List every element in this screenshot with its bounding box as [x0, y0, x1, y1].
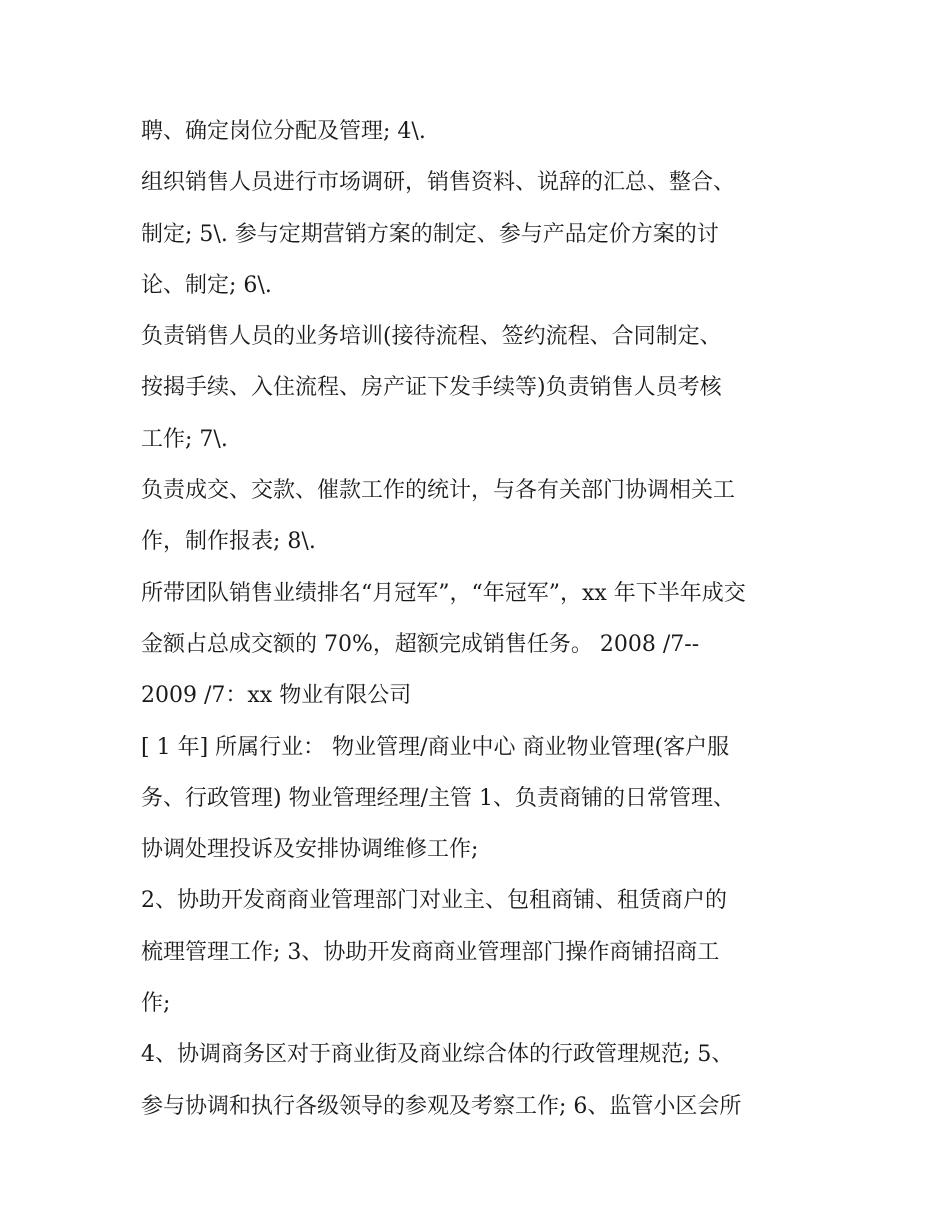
- text-line-9: 作，制作报表; 8\.: [141, 529, 316, 555]
- text-line-1: 聘、确定岗位分配及管理; 4\.: [141, 119, 426, 144]
- text-line-7: 工作; 7\.: [141, 426, 228, 452]
- text-line-19: 4、协调商务区对于商业街及商业综合体的行政管理规范; 5、: [141, 1042, 734, 1068]
- text-line-3: 制定; 5\. 参与定期营销方案的制定、参与产品定价方案的讨: [141, 221, 719, 247]
- body-text: [141, 106, 821, 1132]
- text-line-17: 梳理管理工作; 3、协助开发商商业管理部门操作商铺招商工: [141, 939, 720, 965]
- text-line-20: 参与协调和执行各级领导的参观及考察工作; 6、监管小区会所: [141, 1093, 742, 1119]
- text-line-4: 论、制定; 6\.: [141, 272, 272, 298]
- text-line-15: 协调处理投诉及安排协调维修工作;: [141, 837, 479, 863]
- text-line-6: 按揭手续、入住流程、房产证下发手续等)负责销售人员考核: [141, 375, 722, 401]
- text-line-11: 金额占总成交额的 70%，超额完成销售任务。 2008 /7--: [141, 631, 700, 657]
- text-line-8: 负责成交、交款、催款工作的统计，与各有关部门协调相关工: [141, 478, 736, 504]
- text-line-16: 2、协助开发商商业管理部门对业主、包租商铺、租赁商户的: [141, 888, 727, 914]
- text-line-5: 负责销售人员的业务培训(接待流程、签约流程、合同制定、: [141, 324, 722, 350]
- text-line-18: 作;: [141, 991, 171, 1017]
- text-line-13: [ 1 年] 所属行业： 物业管理/商业中心 商业物业管理(客户服: [141, 734, 730, 760]
- text-line-12: 2009 /7：xx 物业有限公司: [141, 683, 412, 709]
- text-line-10: 所带团队销售业绩排名“月冠军”，“年冠军”，xx 年下半年成交: [141, 580, 746, 606]
- text-line-14: 务、行政管理) 物业管理经理/主管 1、负责商铺的日常管理、: [141, 785, 735, 811]
- text-line-2: 组织销售人员进行市场调研，销售资料、说辞的汇总、整合、: [141, 170, 736, 196]
